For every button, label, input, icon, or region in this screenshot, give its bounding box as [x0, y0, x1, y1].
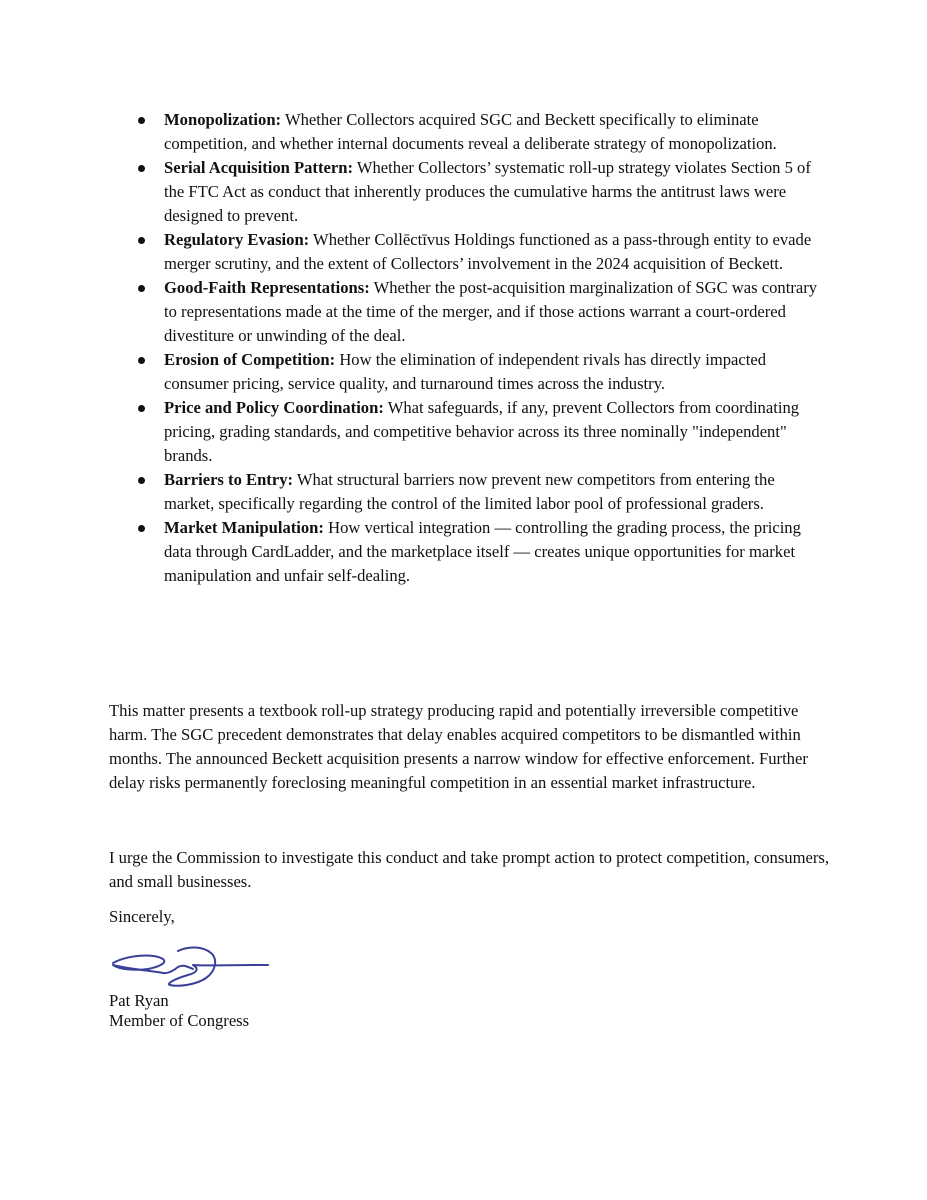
bullet-text: Whether the post-acquisition marginalization of SGC was contrary to representations made at the time of the merger, and if those actions warrant a court-ordered divestiture or unwinding of the deal.: [164, 278, 818, 345]
bullet-icon: [138, 285, 145, 292]
bullet-icon: [138, 477, 145, 484]
list-item-price-policy-coordination: [136, 396, 826, 468]
list-item-monopolization: [136, 108, 826, 156]
bullet-icon: [138, 165, 145, 172]
signature-icon: [108, 945, 273, 990]
bullet-text: Whether Collectors’ systematic roll-up strategy violates Section 5 of the FTC Act as conduct that inherently produces the cumulative harms the antitrust laws were designed to prevent.: [164, 158, 811, 225]
bullet-term: Good-Faith Representations:: [164, 278, 370, 297]
bullet-term: Price and Policy Coordination:: [164, 398, 384, 417]
bullet-text: What structural barriers now prevent new competitors from entering the market, specifically regarding the control of the limited labor pool of professional graders.: [164, 470, 775, 513]
bullet-term: Serial Acquisition Pattern:: [164, 158, 353, 177]
bullet-term: Market Manipulation:: [164, 518, 324, 537]
list-item-market-manipulation: [136, 516, 826, 588]
list-item-barriers-to-entry: [136, 468, 826, 516]
bullet-term: Erosion of Competition:: [164, 350, 336, 369]
bullet-icon: [138, 117, 145, 124]
bullet-text: What safeguards, if any, prevent Collectors from coordinating pricing, grading standards, and competitive behavior across its three nominally "independent" brands.: [164, 398, 800, 465]
bullet-term: Regulatory Evasion:: [164, 230, 310, 249]
list-item-good-faith: [136, 276, 826, 348]
bullet-icon: [138, 405, 145, 412]
bullet-icon: [138, 237, 145, 244]
bullet-term: Monopolization:: [164, 110, 282, 129]
list-item-regulatory-evasion: [136, 228, 826, 276]
bullet-text: Whether Collectors acquired SGC and Beckett specifically to eliminate competition, and whether internal documents reveal a deliberate strategy of monopolization.: [164, 110, 777, 153]
bullet-text: Whether Collēctīvus Holdings functioned as a pass-through entity to evade merger scrutiny, and the extent of Collectors’ involvement in the 2024 acquisition of Beckett.: [164, 230, 812, 273]
investigation-questions-list: [136, 108, 826, 588]
signer-title: Member of Congress: [109, 1011, 250, 1030]
bullet-icon: [138, 525, 145, 532]
bullet-text: How the elimination of independent rivals has directly impacted consumer pricing, service quality, and turnaround times across the industry.: [164, 350, 767, 393]
signer-name: Pat Ryan: [109, 991, 169, 1010]
sign-off: Sincerely,: [109, 907, 175, 926]
call-to-action-paragraph: I urge the Commission to investigate this conduct and take prompt action to protect competition, consumers, and small businesses.: [109, 848, 829, 891]
closing-paragraph: This matter presents a textbook roll-up strategy producing rapid and potentially irreversible competitive harm. The SGC precedent demonstrates that delay enables acquired competitors to be dismantled within months. The announced Beckett acquisition presents a narrow window for effective enforcement. Further delay risks permanently foreclosing meaningful competition in an essential market infrastructure.: [109, 701, 808, 792]
bullet-text: How vertical integration — controlling the grading process, the pricing data through CardLadder, and the marketplace itself — creates unique opportunities for market manipulation and unfair self-dealing.: [164, 518, 801, 585]
list-item-serial-acquisition: [136, 156, 826, 228]
bullet-term: Barriers to Entry:: [164, 470, 294, 489]
bullet-icon: [138, 357, 145, 364]
list-item-erosion-of-competition: [136, 348, 826, 396]
